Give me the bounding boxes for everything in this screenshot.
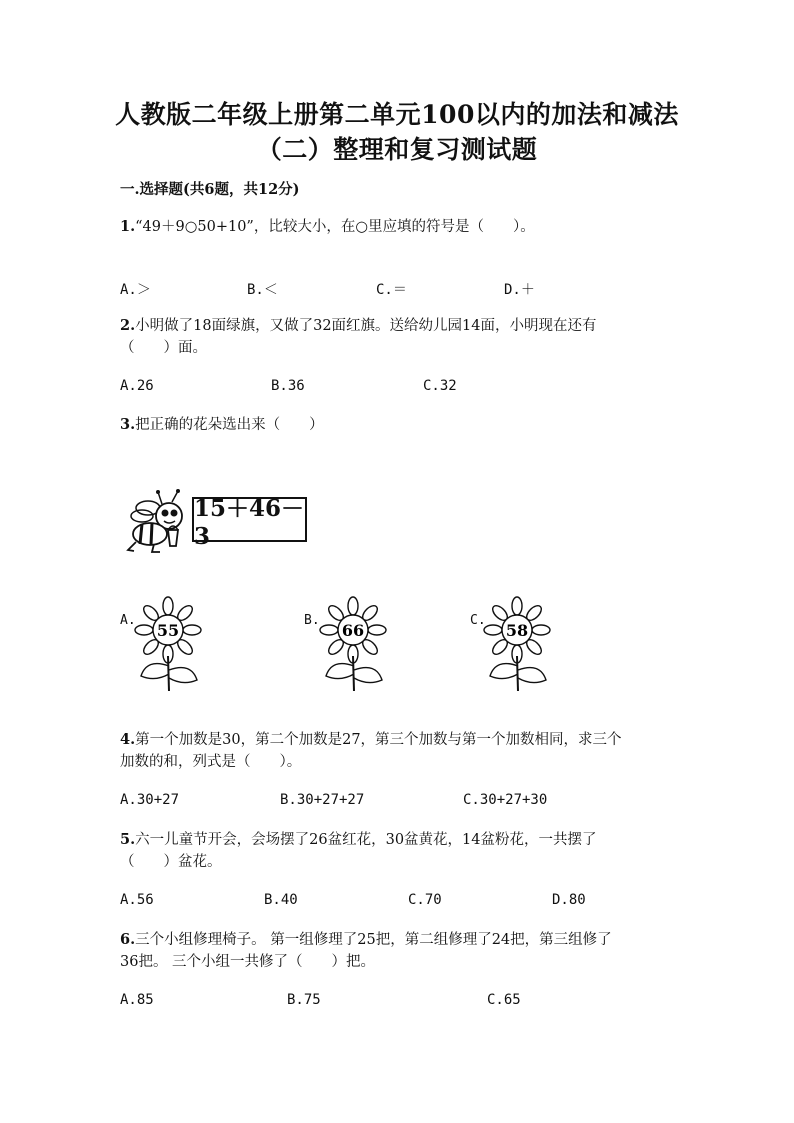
sunflower-icon-a[interactable]	[133, 596, 203, 691]
page-title-line2: （二）整理和复习测试题	[256, 135, 538, 164]
flower-number: 55	[156, 621, 180, 640]
page-title-line1: 人教版二年级上册第二单元100以内的加法和减法	[115, 100, 679, 129]
q6-option-c[interactable]: C.65	[487, 992, 521, 1008]
sunflower-icon-c[interactable]	[482, 596, 552, 691]
sunflower-icon-b[interactable]	[318, 596, 388, 691]
question-1	[120, 216, 680, 238]
question-number: 3.	[120, 416, 136, 433]
flower-label-a[interactable]: A.	[120, 613, 136, 628]
question-4	[120, 729, 680, 773]
question-text: “49＋9○50+10”，比较大小，在○里应填的符号是（ ）。	[135, 219, 535, 235]
question-text-line2: （ ）面。	[120, 340, 207, 356]
question-number: 1.	[120, 218, 136, 235]
q1-option-d[interactable]: D.＋	[504, 282, 535, 298]
question-number: 2.	[120, 317, 136, 334]
question-6	[120, 929, 680, 973]
question-text-line2: 加数的和，列式是（ ）。	[120, 754, 302, 770]
question-number: 5.	[120, 831, 136, 848]
q5-option-b[interactable]: B.40	[264, 892, 298, 908]
flower-number: 58	[505, 621, 529, 640]
flower-number: 66	[341, 621, 365, 640]
q6-option-a[interactable]: A.85	[120, 992, 154, 1008]
flower-label-b[interactable]: B.	[304, 613, 320, 628]
q5-option-d[interactable]: D.80	[552, 892, 586, 908]
q1-option-b[interactable]: B.＜	[247, 282, 278, 298]
q2-option-b[interactable]: B.36	[271, 378, 305, 394]
math-expression-box: 15＋46－3	[192, 497, 307, 542]
q4-option-a[interactable]: A.30+27	[120, 792, 180, 808]
q2-option-a[interactable]: A.26	[120, 378, 154, 394]
q5-option-c[interactable]: C.70	[408, 892, 442, 908]
q5-option-a[interactable]: A.56	[120, 892, 154, 908]
question-5	[120, 829, 680, 873]
q4-option-c[interactable]: C.30+27+30	[463, 792, 548, 808]
question-text-line1: 第一个加数是30，第二个加数是27，第三个加数与第一个加数相同，求三个	[135, 732, 622, 748]
question-text: 把正确的花朵选出来（ ）	[135, 417, 324, 433]
section-heading: 一.选择题(共6题，共12分)	[120, 181, 300, 198]
question-text-line1: 三个小组修理椅子。 第一组修理了25把，第二组修理了24把，第三组修了	[135, 932, 612, 948]
question-number: 6.	[120, 931, 136, 948]
question-text-line1: 小明做了18面绿旗，又做了32面红旗。送给幼儿园14面，小明现在还有	[135, 318, 597, 334]
q1-option-c[interactable]: C.＝	[376, 282, 407, 298]
q4-option-b[interactable]: B.30+27+27	[280, 792, 365, 808]
q1-option-a[interactable]: A.＞	[120, 282, 151, 298]
question-text-line1: 六一儿童节开会，会场摆了26盆红花，30盆黄花，14盆粉花，一共摆了	[135, 832, 597, 848]
q2-option-c[interactable]: C.32	[423, 378, 457, 394]
question-2	[120, 315, 680, 359]
question-number: 4.	[120, 731, 136, 748]
question-text-line2: 36把。 三个小组一共修了（ ）把。	[120, 954, 376, 970]
flower-label-c[interactable]: C.	[470, 613, 486, 628]
question-3	[120, 414, 680, 436]
question-text-line2: （ ）盆花。	[120, 854, 222, 870]
q6-option-b[interactable]: B.75	[287, 992, 321, 1008]
